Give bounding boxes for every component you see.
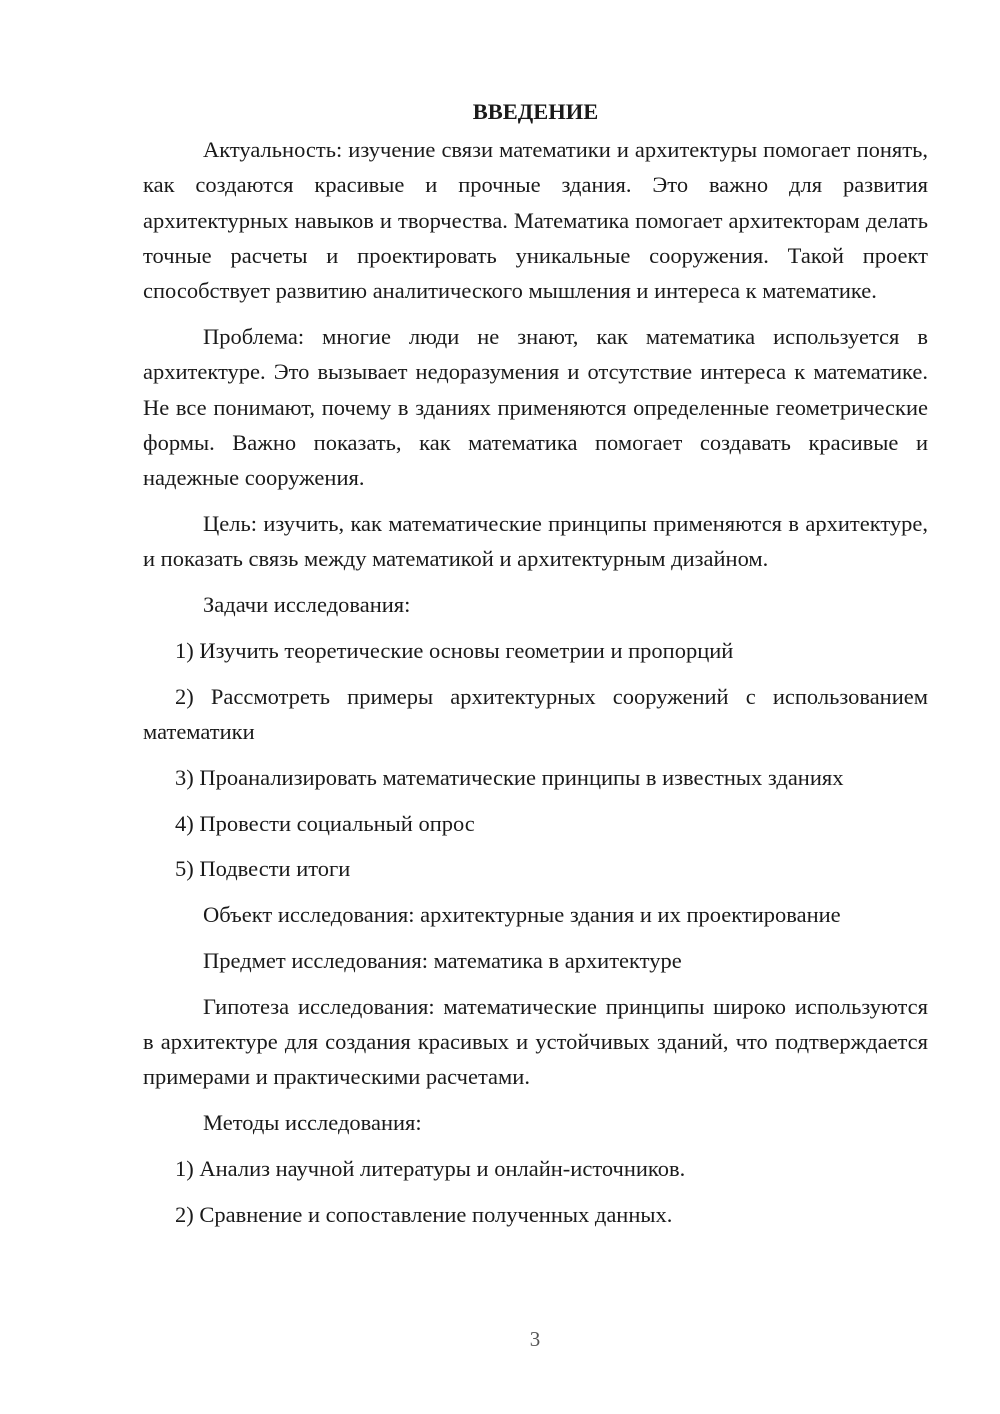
tasks-heading: Задачи исследования: [203, 592, 411, 618]
page-number: 3 [529, 1327, 541, 1351]
task-item: 4) Провести социальный опрос [175, 810, 475, 836]
method-item: 1) Анализ научной литературы и онлайн-источников. [175, 1155, 686, 1181]
title-container [143, 92, 928, 132]
subject-line: Предмет исследования: математика в архитектуре [203, 947, 682, 973]
task-item: 2) Рассмотреть примеры архитектурных сооружений с использованием математики [143, 683, 928, 744]
object-line: Объект исследования: архитектурные здания и их проектирование [203, 902, 841, 928]
goal-paragraph: Цель: изучить, как математические принципы применяются в архитектуре, и показать связь между математикой и архитектурным дизайном. [143, 510, 928, 572]
relevance-paragraph: Актуальность: изучение связи математики и архитектуры помогает понять, как создаются красивые и прочные здания. Это важно для развития архитектурных навыков и творчества. Математика помогает архитекторам делать точные расчеты и проектировать уникальные сооружения. Такой проект способствует развитию аналитического мышления и интереса к математике. [143, 137, 928, 304]
hypothesis-paragraph: Гипотеза исследования: математические принципы широко используются в архитектуре для создания красивых и устойчивых зданий, что подтверждается примерами и практическими расчетами. [143, 993, 928, 1090]
task-item: 3) Проанализировать математические принципы в известных зданиях [175, 764, 844, 790]
document-page [143, 92, 928, 1243]
problem-paragraph: Проблема: многие люди не знают, как математика используется в архитектуре. Это вызывает недоразумения и отсутствие интереса к математике. Не все понимают, почему в зданиях применяются определенные геометрические формы. Важно показать, как математика помогает создавать красивые и надежные сооружения. [143, 323, 928, 491]
methods-heading: Методы исследования: [203, 1110, 422, 1136]
method-item: 2) Сравнение и сопоставление полученных данных. [175, 1201, 673, 1227]
task-item: 1) Изучить теоретические основы геометрии и пропорций [175, 637, 734, 663]
task-item: 5) Подвести итоги [175, 856, 351, 882]
page-title: ВВЕДЕНИЕ [472, 99, 599, 124]
